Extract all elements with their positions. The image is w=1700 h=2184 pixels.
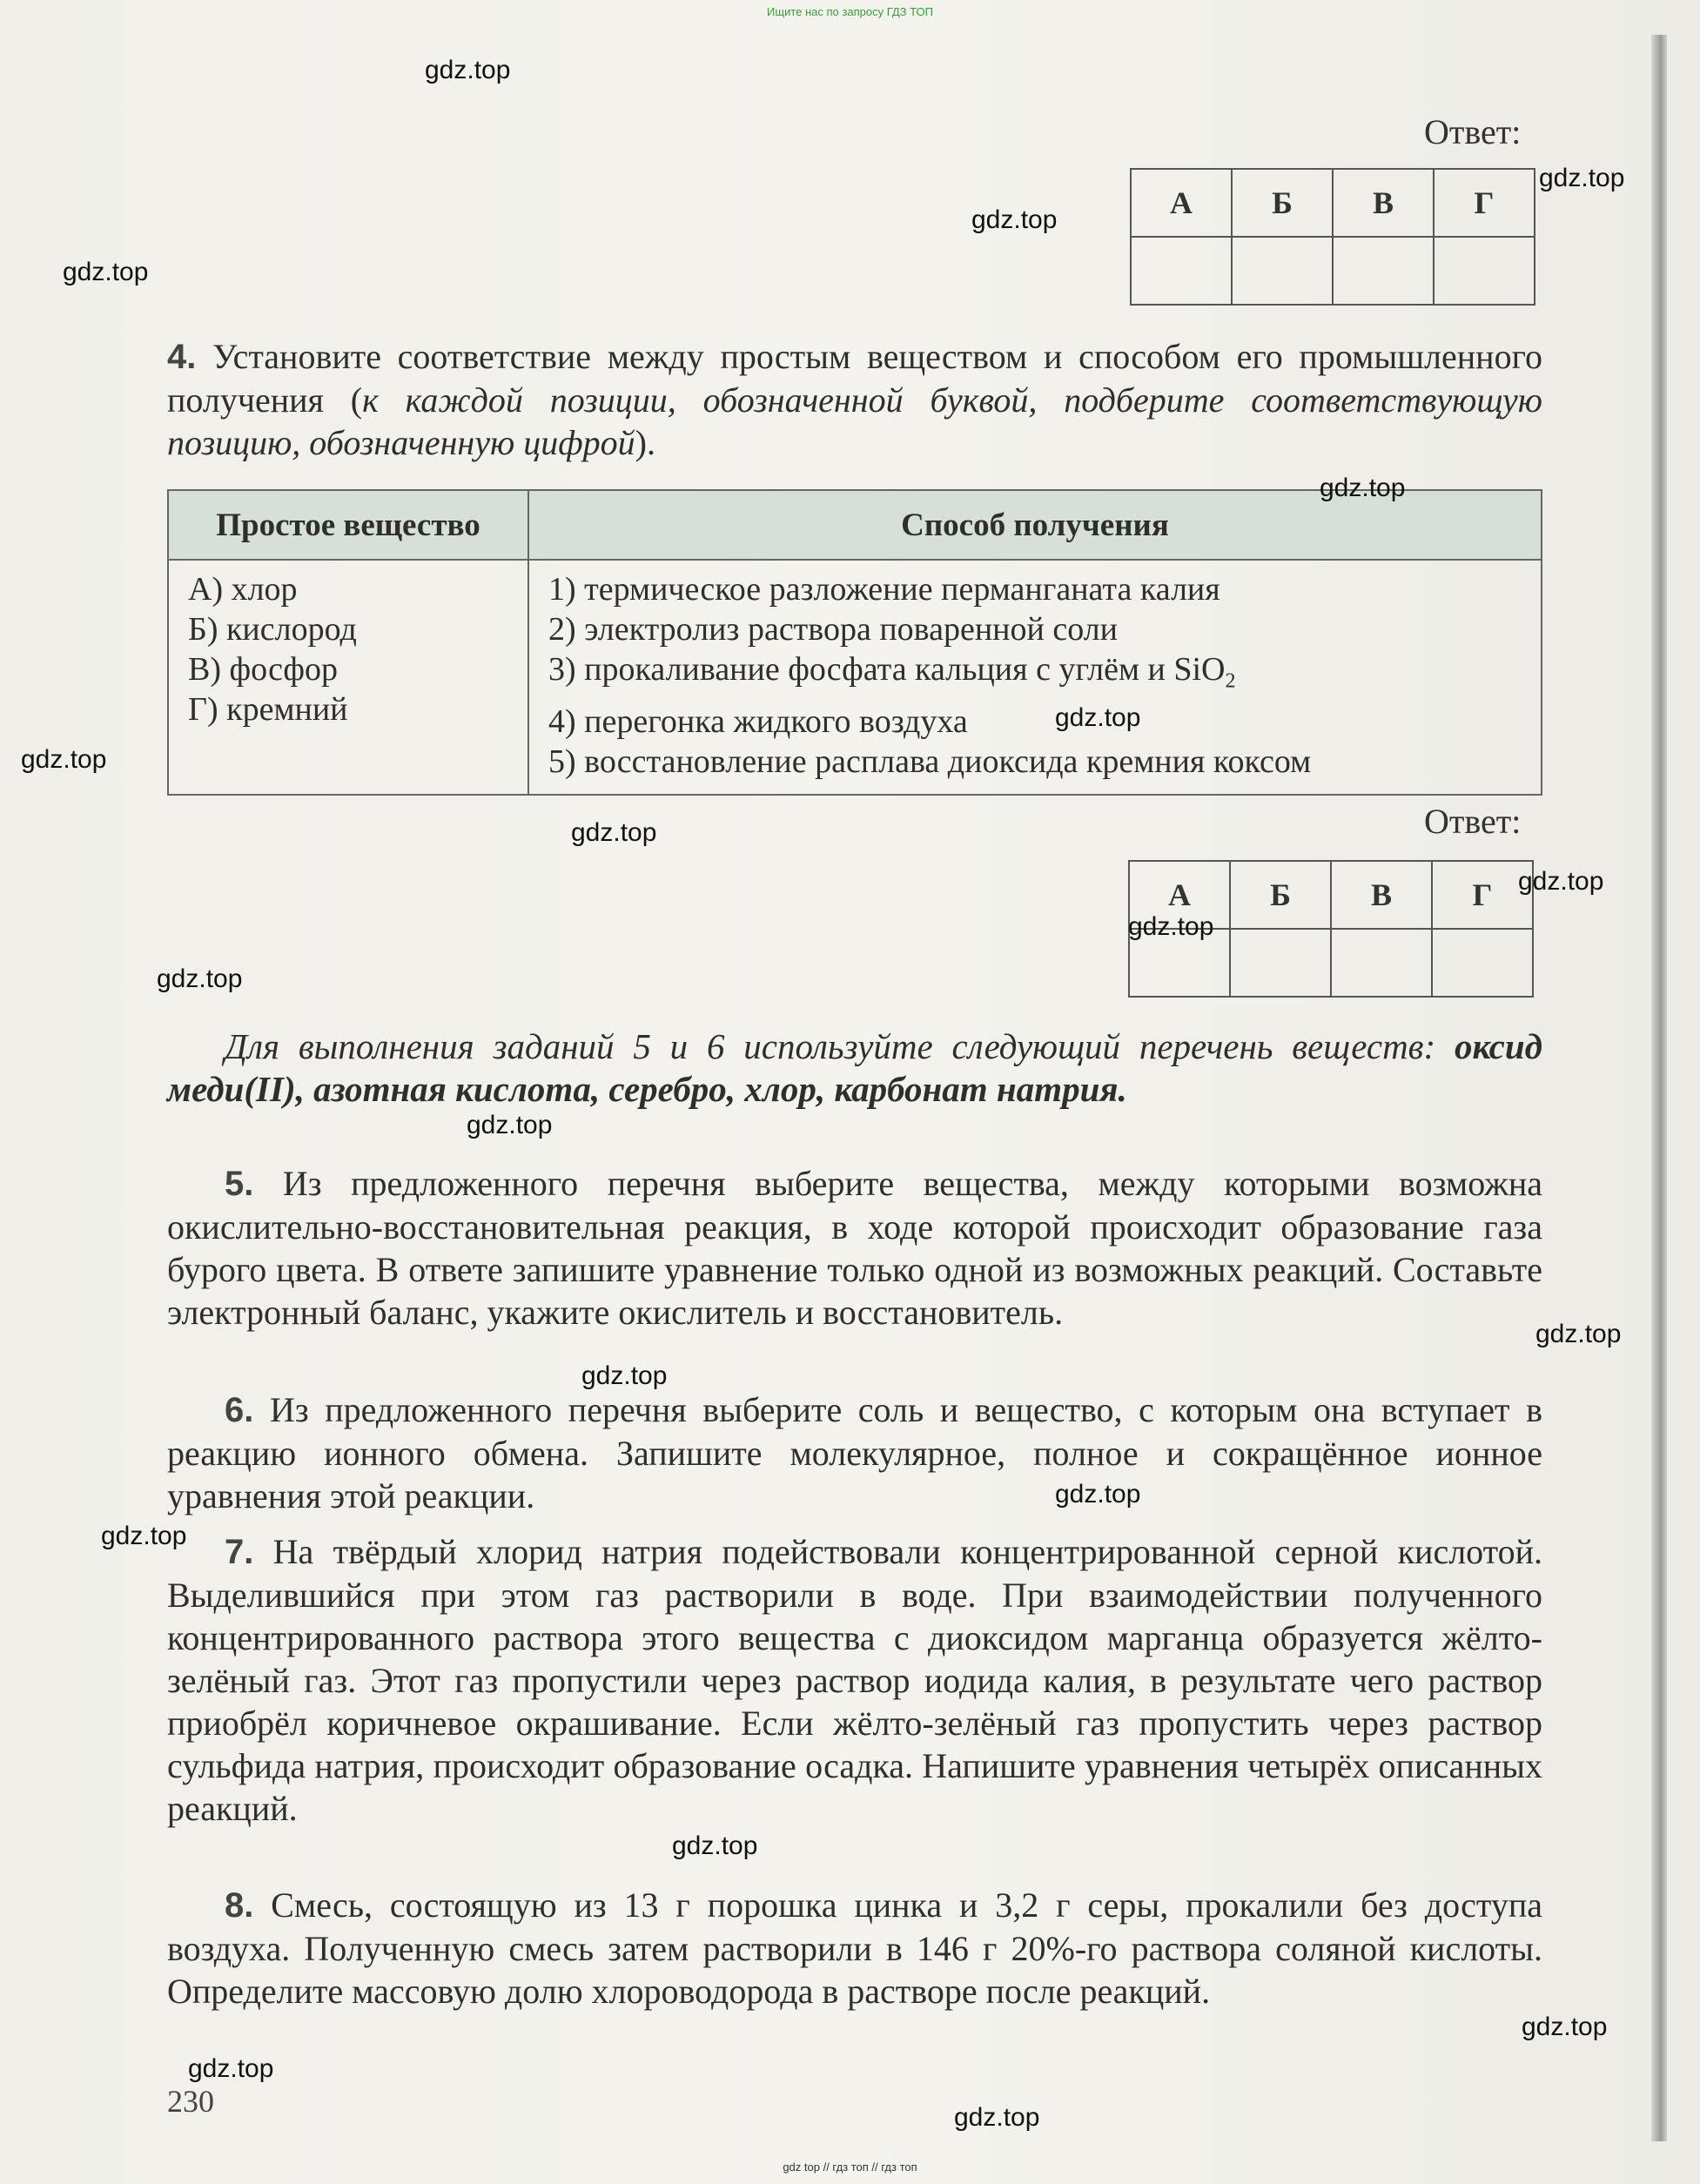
method-item: 5) восстановление расплава диоксида кремния коксом [548,743,1312,780]
method-item: 1) термическое разложение перманганата калия [548,571,1220,608]
task-5-text: 5. Из предложенного перечня выберите вещества, между которыми возможна окислительно-восстановительная реакция, в ходе которой происходит образование газа бурого цвета. В ответе запишите уравнение только одной из возможных реакций. Составьте электронный баланс, укажите окислитель и восстановитель. [167,1164,1542,1332]
watermark: gdz.top [1055,1480,1141,1509]
answer-cell[interactable] [1333,237,1434,305]
answer-cell[interactable] [1331,929,1432,997]
answer-label-2: Ответ: [1424,802,1522,841]
task-4-text: 4. Установите соответствие между простым веществом и способом его промышленного получения (к каждой позиции, обозначенной буквой, подберите соответствующую позицию, обозначенную цифрой). [167,337,1542,462]
watermark: gdz.top [1055,703,1141,732]
tasks-5-6-intro: Для выполнения заданий 5 и 6 используйте следующий перечень веществ: оксид меди(II), азотная кислота, серебро, хлор, карбонат натрия. [167,1026,1543,1109]
task-6-text: 6. Из предложенного перечня выберите соль и вещество, с которым она вступает в реакцию ионного обмена. Запишите молекулярное, полное и сокращённое ионное уравнения этой реакции. [167,1390,1542,1515]
watermark: gdz.top [1128,912,1214,941]
answer-cell[interactable] [1230,929,1331,997]
watermark: gdz.top [954,2103,1040,2132]
watermark: gdz.top [1539,164,1625,192]
answer-header-g: Г [1432,861,1533,929]
col-header-method: Способ получения [528,490,1542,560]
watermark: gdz.top [581,1361,668,1390]
watermark: gdz.top [157,964,243,993]
answer-header-v: В [1331,861,1432,929]
answer-header-a: А [1129,861,1230,929]
substance-item: А) хлор [188,571,298,608]
method-item: 3) прокаливание фосфата кальция с углём и SiO$_2$ [548,651,1236,693]
watermark: gdz.top [21,745,107,774]
book-spine-shadow [1651,35,1667,2141]
watermark: gdz.top [1518,867,1604,896]
answer-cell[interactable] [1131,237,1232,305]
watermark: gdz.top [188,2054,274,2083]
matching-table [167,489,1542,796]
watermark: gdz.top [571,818,657,847]
watermark: gdz.top [101,1522,187,1550]
method-item: 2) электролиз раствора поваренной соли [548,611,1119,648]
col-header-substance: Простое вещество [168,490,528,560]
answer-header-b: Б [1232,169,1333,237]
method-item: 4) перегонка жидкого воздуха [548,702,968,740]
task-number: 4. [167,338,197,376]
substance-item: Б) кислород [188,611,357,648]
answer-header-v: В [1333,169,1434,237]
page-number: 230 [167,2084,214,2119]
answer-header-a: А [1131,169,1232,237]
watermark: gdz.top [425,56,511,84]
answer-header-g: Г [1434,169,1535,237]
substances-cell [168,560,528,795]
substance-item: Г) кремний [188,691,348,728]
watermark: gdz.top [467,1111,553,1139]
watermark: gdz.top [672,1831,758,1860]
watermark: gdz.top [1522,2013,1608,2041]
answer-table-1 [1130,168,1535,306]
substance-item: В) фосфор [188,651,339,688]
answer-cell[interactable] [1432,929,1533,997]
methods-cell [528,560,1542,795]
watermark: gdz.top [1535,1320,1622,1348]
answer-cell[interactable] [1434,237,1535,305]
task-8-text: 8. Смесь, состоящую из 13 г порошка цинка и 3,2 г серы, прокалили без доступа воздуха. Полученную смесь затем растворили в 146 г 20%-го раствора соляной кислоты. Определите массовую долю хлороводорода в растворе после реакций. [167,1885,1543,2011]
bottom-banner[interactable]: gdz top // гдз топ // гдз топ [783,2160,917,2174]
top-banner[interactable]: Ищите нас по запросу ГДЗ ТОП [767,5,933,18]
task-7-text: 7. На твёрдый хлорид натрия подействовали концентрированной серной кислотой. Выделившийся при этом газ растворили в воде. При взаимодействии полученного концентрированного раствора этого вещества с диоксидом марганца образуется жёлто-зелёный газ. Этот газ пропустили через раствор иодида калия, в результате чего раствор приобрёл коричневое окрашивание. Если жёлто-зелёный газ пропустить через раствор сульфида натрия, происходит образование осадка. Напишите уравнения четырёх описанных реакций. [167,1532,1542,1828]
watermark: gdz.top [971,205,1058,234]
answer-header-b: Б [1230,861,1331,929]
answer-label-1: Ответ: [1424,112,1522,151]
watermark: gdz.top [63,258,149,286]
answer-cell[interactable] [1232,237,1333,305]
watermark: gdz.top [1320,474,1406,502]
